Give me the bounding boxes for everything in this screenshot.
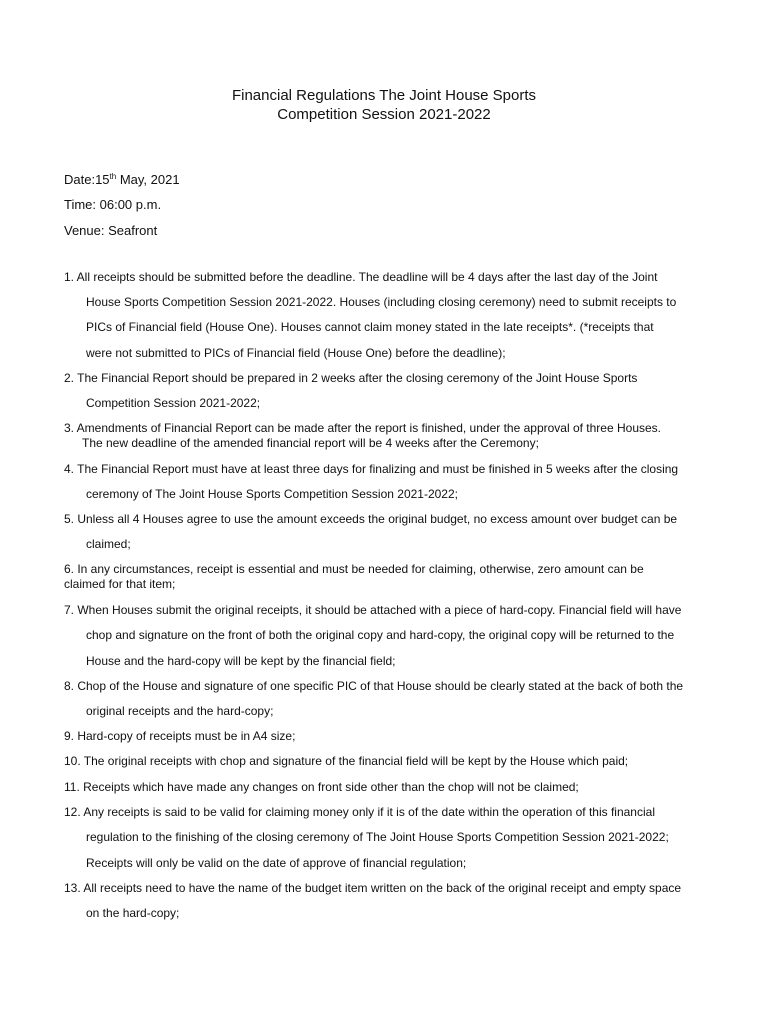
item-line: 2. The Financial Report should be prepared in 2 weeks after the closing ceremony of the Joint House Sports: [64, 371, 638, 385]
item-line: claimed for that item;: [64, 577, 176, 591]
item-line: original receipts and the hard-copy;: [86, 704, 274, 718]
item-line: 12. Any receipts is said to be valid for claiming money only if it is of the date within the operation of this financial: [64, 805, 655, 819]
item-line: 7. When Houses submit the original receipts, it should be attached with a piece of hard-copy. Financial field will have: [64, 603, 682, 617]
item-line: regulation to the finishing of the closing ceremony of The Joint House Sports Competition Session 2021-2022;: [86, 830, 669, 844]
document-title-line-1: Financial Regulations The Joint House Sports: [231, 87, 537, 104]
item-line: PICs of Financial field (House One). Houses cannot claim money stated in the late receipts*. (*receipts that: [86, 320, 654, 334]
meeting-date: [64, 172, 180, 187]
meeting-time: Time: 06:00 p.m.: [64, 197, 162, 212]
item-line: House Sports Competition Session 2021-2022. Houses (including closing ceremony) need to submit receipts to: [86, 295, 677, 309]
date-label: Date:15: [64, 172, 110, 187]
item-line: 4. The Financial Report must have at least three days for finalizing and must be finished in 5 weeks after the closing: [64, 462, 679, 476]
item-line: 10. The original receipts with chop and signature of the financial field will be kept by the House which paid;: [64, 754, 629, 768]
item-line: Competition Session 2021-2022;: [86, 396, 261, 410]
item-line: 1. All receipts should be submitted before the deadline. The deadline will be 4 days after the last day of the Joint: [64, 270, 658, 284]
document-title-line-2: Competition Session 2021-2022: [277, 106, 491, 123]
item-line: House and the hard-copy will be kept by the financial field;: [86, 654, 396, 668]
item-line: ceremony of The Joint House Sports Competition Session 2021-2022;: [86, 487, 458, 501]
date-month-year: May, 2021: [116, 172, 180, 187]
item-line: 3. Amendments of Financial Report can be made after the report is finished, under the approval of three Houses.: [64, 421, 662, 435]
item-line: 5. Unless all 4 Houses agree to use the amount exceeds the original budget, no excess amount over budget can be: [64, 512, 678, 526]
item-line: 11. Receipts which have made any changes on front side other than the chop will not be claimed;: [64, 780, 579, 794]
item-line: chop and signature on the front of both the original copy and hard-copy, the original copy will be returned to the: [86, 628, 675, 642]
item-line: 13. All receipts need to have the name of the budget item written on the back of the original receipt and empty space: [64, 881, 682, 895]
date-ordinal-suffix: th: [109, 172, 117, 181]
item-line: claimed;: [86, 537, 131, 551]
item-line: Receipts will only be valid on the date of approve of financial regulation;: [86, 856, 467, 870]
meeting-venue: Venue: Seafront: [64, 223, 158, 238]
item-line: were not submitted to PICs of Financial field (House One) before the deadline);: [86, 346, 506, 360]
item-line: The new deadline of the amended financial report will be 4 weeks after the Ceremony;: [82, 436, 539, 450]
item-line: 8. Chop of the House and signature of one specific PIC of that House should be clearly stated at the back of both the: [64, 679, 684, 693]
item-line: 9. Hard-copy of receipts must be in A4 size;: [64, 729, 296, 743]
item-line: on the hard-copy;: [86, 906, 180, 920]
item-line: 6. In any circumstances, receipt is essential and must be needed for claiming, otherwise, zero amount can be: [64, 562, 644, 576]
